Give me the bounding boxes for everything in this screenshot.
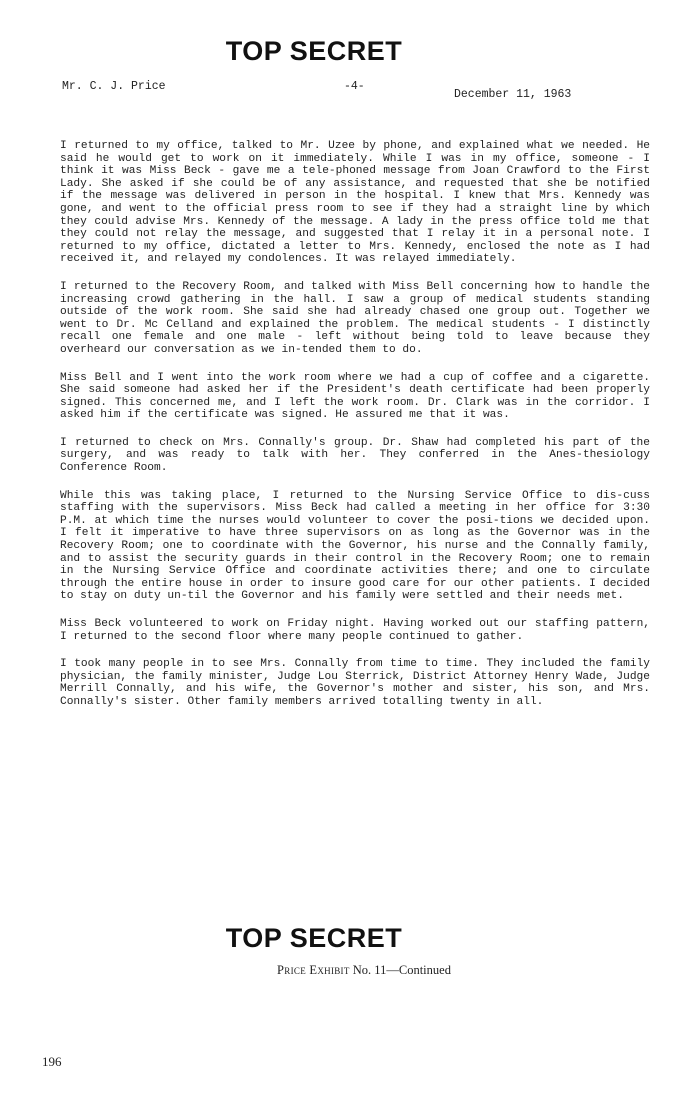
page-number: 196 bbox=[42, 1054, 62, 1069]
paragraph-5: While this was taking place, I returned to the Nursing Service Office to dis-cuss staffing with the supervisors. Miss Beck had called a meeting in her office for 3:30 P.M. at which time the nurses would volunteer to cover the posi-tions we decided upon. I felt it imperative to have three supervisors on as long as the Governor was in the Recovery Room; one to coordinate with the Governor, his nurse and the Connally family, and to assist the security guards in their control in the Recovery Room; one to remain in the Nursing Service Office and coordinate activities there; and one to circulate through the entire house in order to insure good care for our other patients. I decided to stay on duty un-til the Governor and his family were settled and their needs met. bbox=[60, 489, 650, 603]
paragraph-4: I returned to check on Mrs. Connally's group. Dr. Shaw had completed his part of the surgery, and was ready to talk with her. They conferred in the Anes-thesiology Conference Room. bbox=[60, 436, 650, 475]
exhibit-caption bbox=[0, 963, 688, 978]
memo-date: December 11, 1963 bbox=[454, 88, 572, 101]
exhibit-label: Price Exhibit bbox=[277, 963, 350, 977]
exhibit-continued: —Continued bbox=[386, 963, 451, 977]
memo-body bbox=[60, 140, 650, 724]
paragraph-7: I took many people in to see Mrs. Connally from time to time. They included the family physician, the family minister, Judge Lou Sterrick, District Attorney Henry Wade, Judge Merrill Connally, and his wife, the Governor's mother and sister, his son, and Mrs. Connally's sister. Other family members arrived totalling twenty in all. bbox=[60, 658, 650, 708]
exhibit-number: No. 11 bbox=[352, 963, 387, 977]
paragraph-2: I returned to the Recovery Room, and talked with Miss Bell concerning how to handle the increasing crowd gathering in the hall. I saw a group of medical students standing outside of the work room. She said she had already chased one group out. Together we went to Dr. Mc Celland and explained the problem. The medical students - I distinctly recall one female and one male - left without being told to leave because they overheard our conversation as we in-tended them to do. bbox=[60, 280, 650, 356]
paragraph-6: Miss Beck volunteered to work on Friday night. Having worked out our staffing pattern, I returned to the second floor where many people continued to gather. bbox=[60, 618, 650, 643]
top-secret-stamp-top: TOP SECRET bbox=[225, 36, 403, 66]
memo-header bbox=[62, 80, 622, 100]
top-secret-stamp-bottom: TOP SECRET bbox=[225, 923, 403, 953]
addressee: Mr. C. J. Price bbox=[62, 80, 166, 93]
paragraph-3: Miss Bell and I went into the work room where we had a cup of coffee and a cigarette. She said someone had asked her if the President's death certificate had been properly signed. This concerned me, and I left the work room. Dr. Clark was in the corridor. I asked him if the certificate was signed. He assured me that it was. bbox=[60, 371, 650, 422]
page-marker: -4- bbox=[344, 80, 365, 93]
paragraph-1: I returned to my office, talked to Mr. Uzee by phone, and explained what we needed. He said he would get to work on it immediately. While I was in my office, someone - I think it was Miss Beck - gave me a tele-phoned message from Joan Crawford to the First Lady. She asked if she could be of any assistance, and requested that she be notified if the message was delivered in person in the hospital. I knew that Mrs. Kennedy was gone, and went to the official press room to see if they had a straight line by which they could advise Mrs. Kennedy of the message. A lady in the press office told me that they could not relay the message, and suggested that I relay it in a personal note. I returned to my office, dictated a letter to Mrs. Kennedy, enclosed the note as I had received it, and relayed my condolences. It was relayed immediately. bbox=[60, 140, 650, 266]
